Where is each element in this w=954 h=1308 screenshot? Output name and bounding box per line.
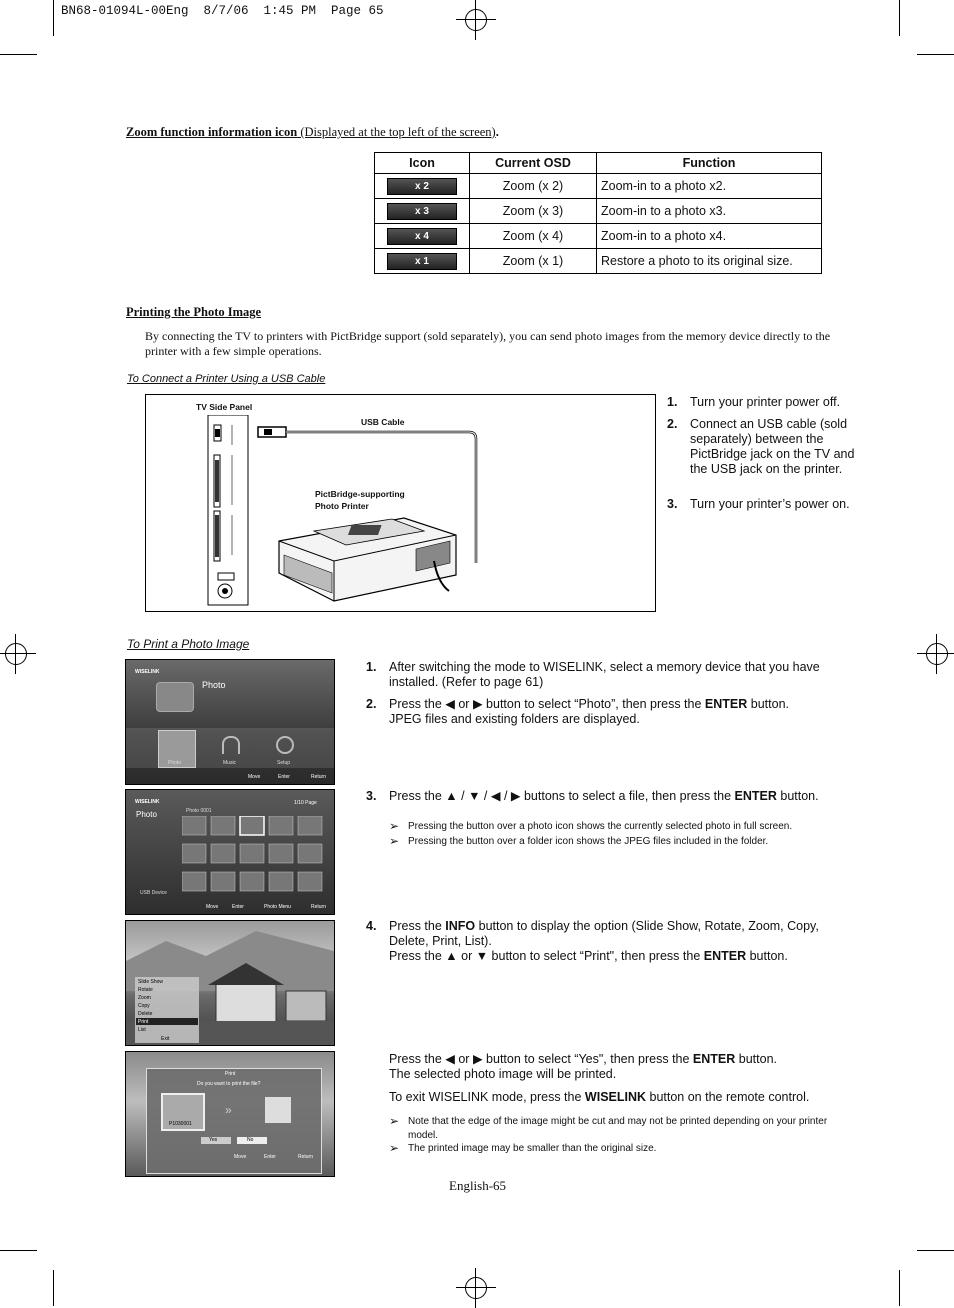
step-text-part: button.: [776, 789, 819, 803]
table-cell: Zoom (x 1): [470, 249, 597, 274]
screen-title: Photo: [136, 810, 157, 819]
step-text: After switching the mode to WISELINK, select a memory device that you have installed. (Refer to page 61): [389, 660, 820, 689]
menu-item-slide-show: Slide Show: [138, 979, 164, 985]
table-row: [375, 224, 822, 249]
menu-item-print: Print: [138, 1019, 149, 1025]
yes-label: Yes: [209, 1137, 218, 1143]
step-text-part: Press the ▲ / ▼ / ◀ / ▶ buttons to select a file, then press the: [389, 789, 735, 803]
menu-item-delete: Delete: [138, 1011, 153, 1017]
menu-item-rotate: Rotate: [138, 987, 153, 993]
exit-instruction: [389, 1090, 849, 1105]
crop-mark: [899, 0, 900, 36]
column-header-osd: Current OSD: [470, 153, 597, 174]
table-row: [375, 249, 822, 274]
note-text: Note that the edge of the image might be cut and may not be printed depending on your printer model.: [408, 1116, 828, 1141]
print-dialog-screenshot: [125, 1051, 335, 1177]
note-arrow-icon: ➢: [389, 834, 400, 848]
step-text-part: JPEG files and existing folders are displayed.: [389, 712, 640, 726]
footer-return: Return: [311, 774, 327, 780]
step-text: [389, 789, 839, 804]
table-header-row: [375, 153, 822, 174]
step-number: 2.: [667, 417, 678, 431]
printer-label-line1: PictBridge-supporting: [315, 489, 405, 499]
wiselink-main-screenshot: [125, 659, 335, 785]
registration-mark: [456, 0, 496, 40]
wiselink-button-name: WISELINK: [584, 1090, 647, 1104]
enter-button-name: ENTER: [703, 949, 747, 963]
photo-option-menu-screenshot: [125, 920, 335, 1046]
setup-icon: [276, 736, 294, 754]
note-text: Pressing the button over a folder icon shows the JPEG files included in the folder.: [408, 836, 769, 847]
step-text-part: Press the: [389, 919, 446, 933]
note-arrow-icon: ➢: [389, 819, 400, 833]
print-slug: BN68-01094L-00Eng 8/7/06 1:45 PM Page 65: [61, 4, 384, 18]
wiselink-logo: WISELINK: [135, 799, 160, 805]
note-arrow-icon: ➢: [389, 1114, 400, 1128]
column-header-icon: Icon: [375, 153, 470, 174]
tv-panel-illustration: [206, 415, 251, 607]
step-number: 3.: [667, 497, 678, 511]
footer-move: Move: [234, 1154, 247, 1160]
menu-item-photo: Photo: [168, 760, 182, 766]
step-text-part: button to display the option (Slide Show, Rotate, Zoom, Copy, Delete, Print, List).: [389, 919, 819, 948]
no-label: No: [247, 1137, 254, 1143]
enter-button-name: ENTER: [704, 697, 748, 711]
crop-mark: [53, 1270, 54, 1306]
file-name: P1030001: [169, 1121, 192, 1127]
print-heading: To Print a Photo Image: [127, 637, 250, 651]
footer-enter: Enter: [278, 774, 290, 780]
footer-move: Move: [248, 774, 261, 780]
print-step-5: [389, 1052, 849, 1082]
zoom-table: [374, 152, 822, 274]
registration-mark: [917, 634, 954, 674]
photo-browser-screenshot: [125, 789, 335, 915]
camera-graphic: [156, 682, 194, 712]
zoom-x4-icon: x 4: [387, 228, 457, 245]
page-number: English-65: [449, 1178, 507, 1193]
menu-exit: Exit: [161, 1036, 170, 1042]
crop-mark: [917, 1250, 954, 1251]
footer-enter: Enter: [232, 904, 244, 910]
table-cell: Zoom-in to a photo x4.: [597, 224, 822, 249]
column-header-function: Function: [597, 153, 822, 174]
enter-button-name: ENTER: [734, 789, 777, 803]
table-row: [375, 199, 822, 224]
step-text-part: Press the ◀ or ▶ button to select “Yes", then press the: [389, 1052, 693, 1066]
dialog-question: Do you want to print the file?: [197, 1081, 261, 1087]
zoom-heading: [126, 125, 499, 140]
zoom-heading-rest: (Displayed at the top left of the screen): [297, 125, 496, 139]
option-menu: [135, 977, 199, 1043]
table-cell: Zoom-in to a photo x3.: [597, 199, 822, 224]
printer-label-line2: Photo Printer: [315, 501, 369, 511]
step-number: 3.: [366, 789, 377, 803]
dialog-title: Print: [225, 1071, 236, 1077]
table-cell: Zoom (x 3): [470, 199, 597, 224]
page-indicator: 1/10 Page: [294, 800, 317, 806]
registration-mark: [456, 1268, 496, 1308]
step-text: Connect an USB cable (sold separately) between the PictBridge jack on the TV and the USB jack on the printer.: [690, 417, 855, 476]
menu-item-list: List: [138, 1027, 146, 1033]
step-text: Turn your printer power off.: [690, 395, 841, 409]
step-text-part: button.: [735, 1052, 777, 1066]
table-cell: Zoom (x 2): [470, 174, 597, 199]
step-text-part: To exit WISELINK mode, press the: [389, 1090, 585, 1104]
step-number: 2.: [366, 697, 377, 711]
music-icon: [222, 736, 240, 754]
step-text: [389, 919, 829, 964]
step-text: Turn your printer’s power on.: [690, 497, 850, 511]
table-cell: Restore a photo to its original size.: [597, 249, 822, 274]
info-button-name: INFO: [445, 919, 476, 933]
folder-name: Photo 0001: [186, 808, 212, 814]
photo-printer-illustration: [274, 513, 464, 605]
step-number: 1.: [667, 395, 678, 409]
zoom-x2-icon: x 2: [387, 178, 457, 195]
menu-item-zoom: Zoom: [138, 995, 151, 1001]
zoom-heading-bold: Zoom function information icon: [126, 125, 298, 139]
step-number: 4.: [366, 919, 377, 933]
step-text: [389, 697, 829, 727]
zoom-x3-icon: x 3: [387, 203, 457, 220]
wiselink-logo: WISELINK: [135, 669, 160, 675]
usb-cable-label: USB Cable: [361, 417, 405, 427]
printing-intro: By connecting the TV to printers with PictBridge support (sold separately), you can send photo images from the memory device directly to the printer with a few simple operations.: [145, 329, 831, 358]
step-text-part: Press the ▲ or ▼ button to select “Print", then press the: [389, 949, 704, 963]
footer-move: Move: [206, 904, 219, 910]
step-text-part: button.: [746, 949, 788, 963]
note-arrow-icon: ➢: [389, 1141, 400, 1155]
note-text: The printed image may be smaller than the original size.: [408, 1143, 657, 1154]
crop-mark: [917, 54, 954, 55]
step-text-part: Press the ◀ or ▶ button to select “Photo”, then press the: [389, 697, 705, 711]
crop-mark: [53, 0, 54, 36]
zoom-heading-end: .: [495, 125, 499, 139]
menu-item-copy: Copy: [138, 1003, 150, 1009]
note-text: Pressing the button over a photo icon shows the currently selected photo in full screen.: [408, 821, 793, 832]
crop-mark: [899, 1270, 900, 1306]
crop-mark: [0, 54, 37, 55]
zoom-x1-icon: x 1: [387, 253, 457, 270]
step-text-part: button.: [747, 697, 789, 711]
tv-side-panel-label: TV Side Panel: [196, 402, 253, 412]
screen-title: Photo: [202, 680, 226, 690]
table-cell: Zoom (x 4): [470, 224, 597, 249]
menu-item-setup: Setup: [277, 760, 291, 766]
table-cell: Zoom-in to a photo x2.: [597, 174, 822, 199]
printing-heading: Printing the Photo Image: [126, 305, 262, 319]
table-row: [375, 174, 822, 199]
crop-mark: [0, 1250, 37, 1251]
step-text-part: The selected photo image will be printed.: [389, 1067, 617, 1081]
footer-photo-menu: Photo Menu: [264, 904, 291, 910]
arrow-icon: »: [225, 1103, 232, 1117]
printer-icon: [265, 1097, 291, 1123]
registration-mark: [0, 634, 36, 674]
footer-return: Return: [298, 1154, 314, 1160]
connection-diagram: [145, 394, 656, 612]
footer-return: Return: [311, 904, 327, 910]
footer-enter: Enter: [264, 1154, 276, 1160]
enter-button-name: ENTER: [692, 1052, 736, 1066]
thumbnail-grid: [182, 816, 328, 894]
step-text-part: button on the remote control.: [646, 1090, 810, 1104]
menu-item-music: Music: [223, 760, 237, 766]
device-label: USB Device: [140, 890, 167, 896]
connect-heading: To Connect a Printer Using a USB Cable: [127, 373, 326, 385]
step-number: 1.: [366, 660, 377, 674]
